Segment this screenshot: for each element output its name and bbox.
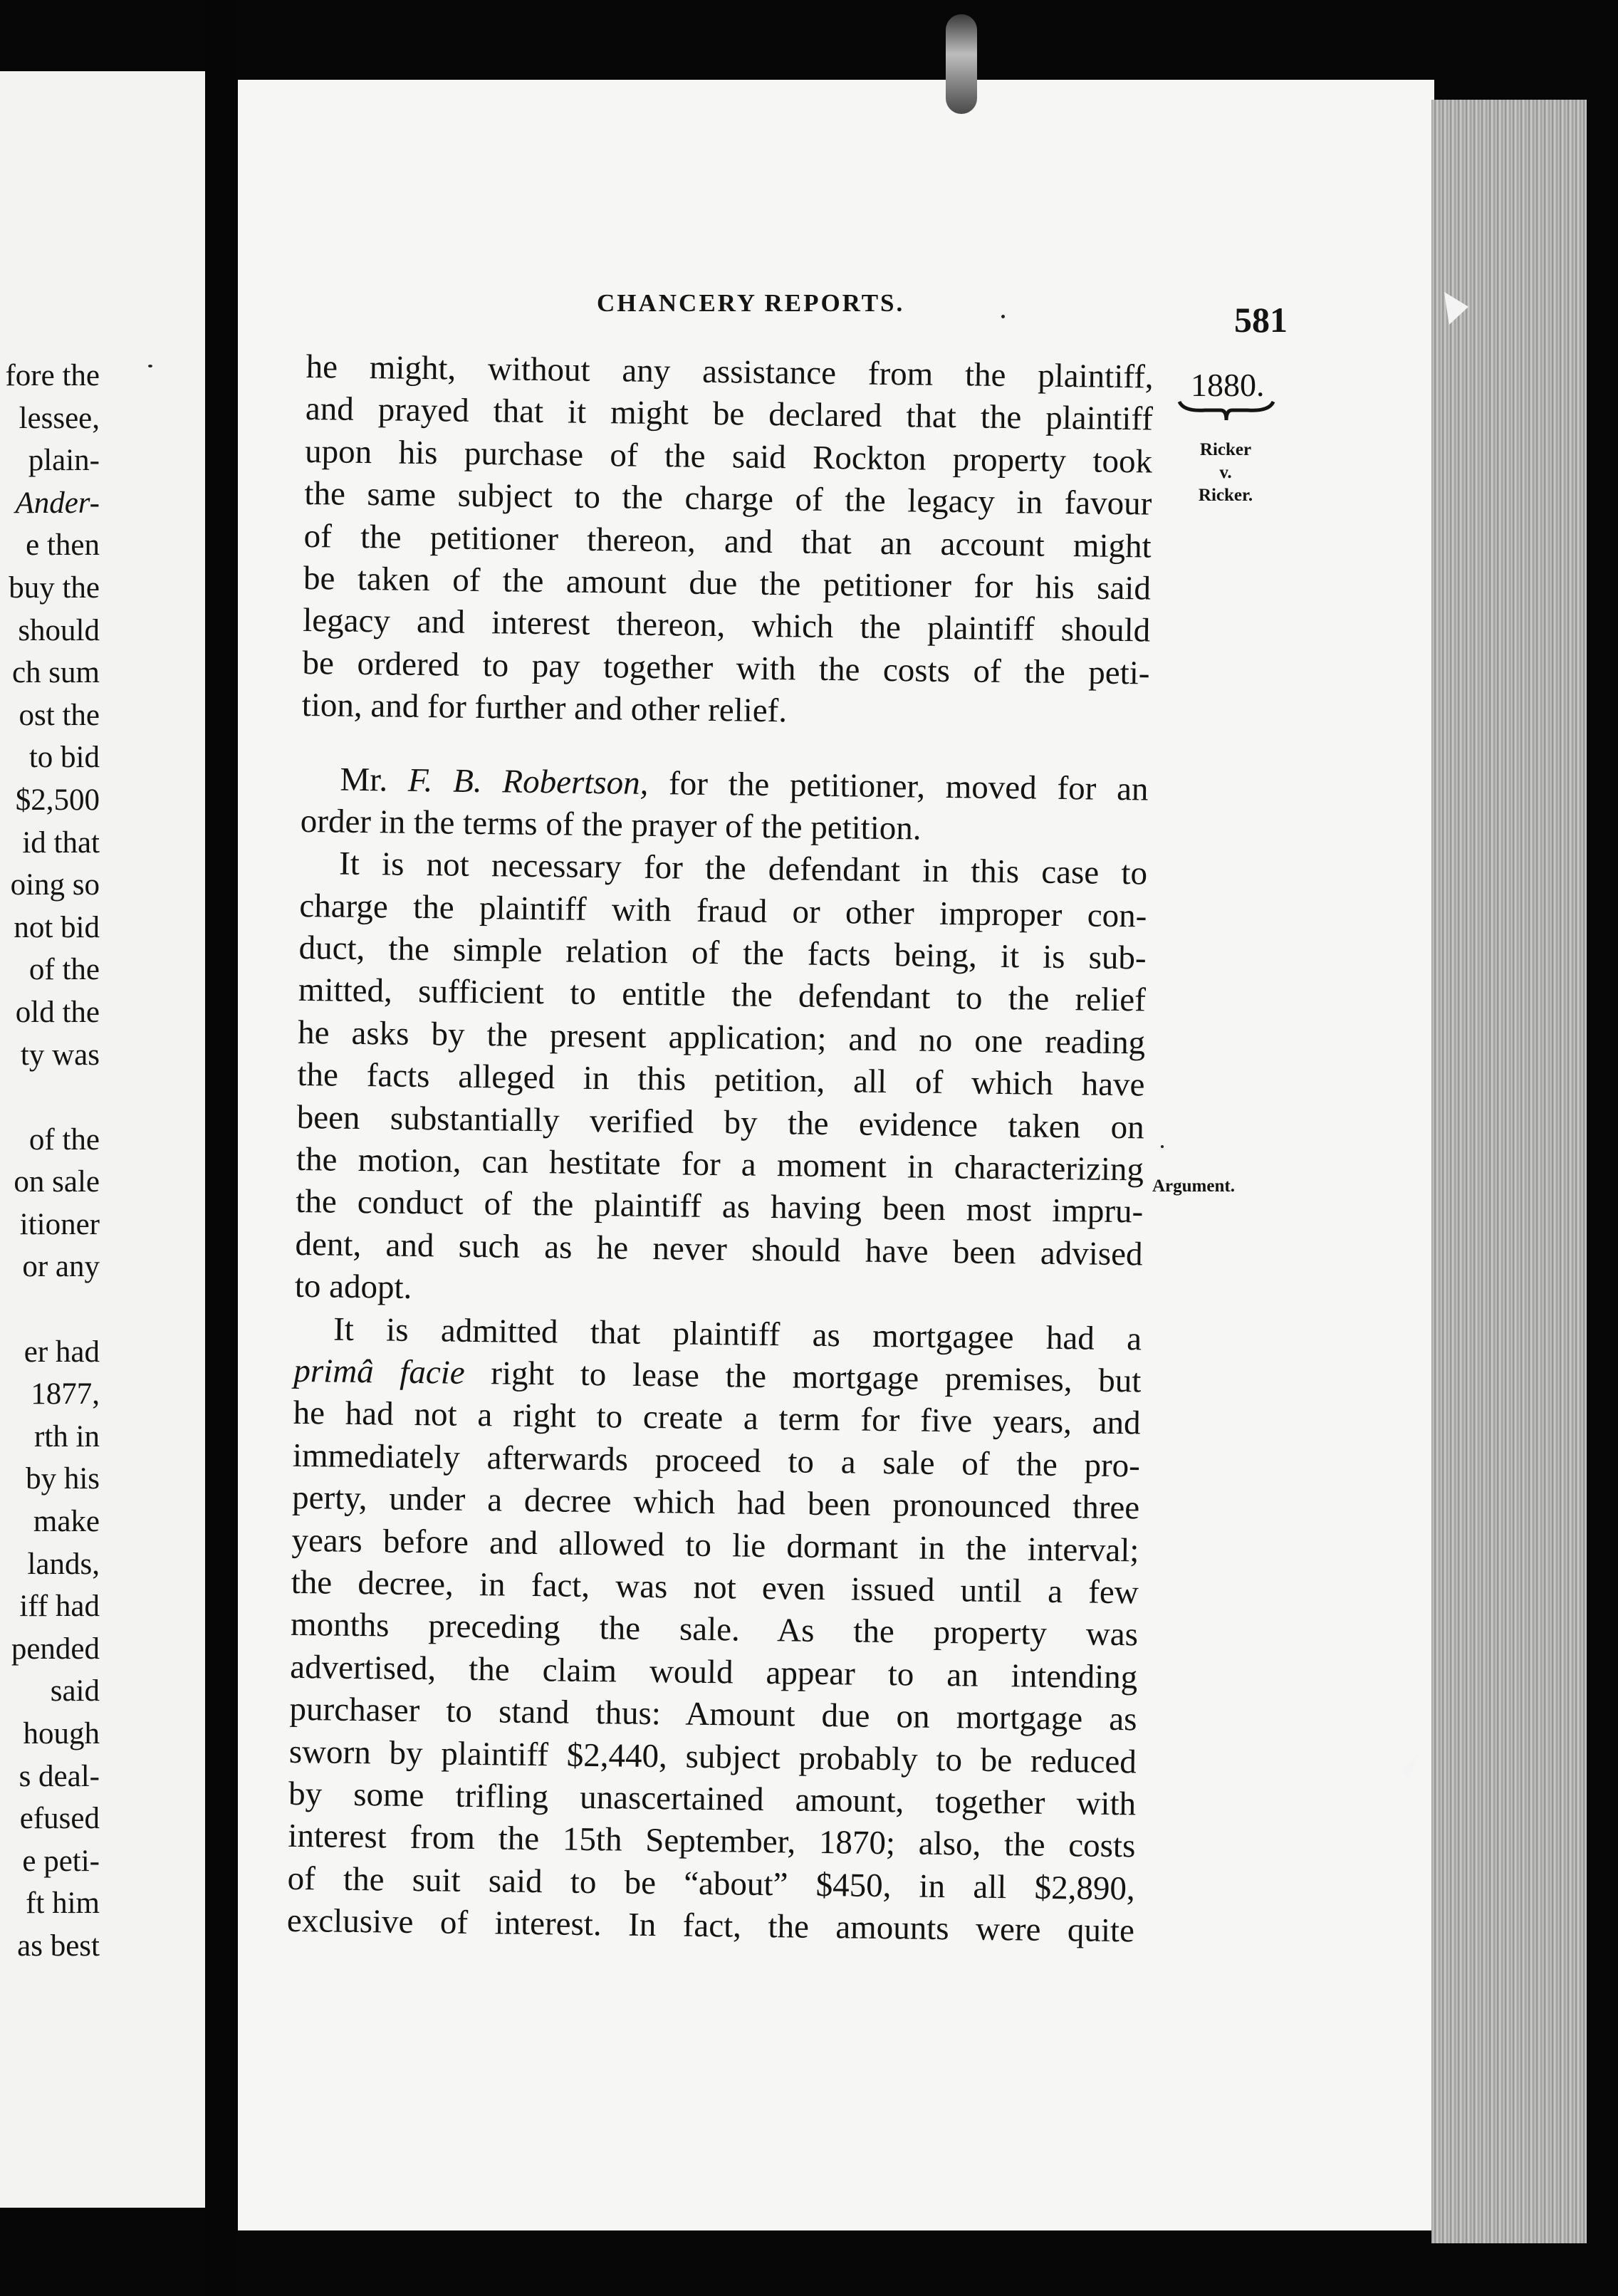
text-line: perty, under a decree which had been pronounced three bbox=[291, 1479, 1140, 1527]
left-page-line: lessee, bbox=[19, 401, 100, 435]
text-line: order in the terms of the prayer of the petition. bbox=[300, 802, 922, 847]
left-page-line: s deal- bbox=[19, 1759, 100, 1793]
scan-glare bbox=[946, 14, 977, 114]
text-line: years before and allowed to lie dormant in the interval; bbox=[291, 1521, 1139, 1569]
scan-speck bbox=[148, 365, 152, 367]
left-page-line: $2,500 bbox=[15, 783, 100, 817]
left-facing-page bbox=[0, 71, 205, 2208]
left-page-line: Ander- bbox=[15, 486, 100, 520]
paragraph bbox=[300, 758, 1148, 852]
left-page-line: oing so bbox=[10, 868, 100, 902]
counsel-name: F. B. Robertson, bbox=[407, 761, 649, 802]
left-page-line: should bbox=[18, 613, 100, 647]
left-page-line: or any bbox=[22, 1250, 100, 1284]
text-line: of the petitioner thereon, and that an account might bbox=[303, 517, 1152, 565]
text-line: be ordered to pay together with the costs of the peti- bbox=[302, 644, 1150, 692]
book-gutter bbox=[205, 0, 238, 2296]
text-line: purchaser to stand thus: Amount due on mortgage as bbox=[289, 1690, 1137, 1738]
paragraph bbox=[301, 346, 1153, 737]
case-name-versus: v. bbox=[1219, 463, 1232, 482]
text-line: exclusive of interest. In fact, the amounts were quite bbox=[286, 1901, 1135, 1950]
text-line: advertised, the claim would appear to an intending bbox=[290, 1648, 1138, 1696]
left-page-line: fore the bbox=[5, 359, 100, 392]
left-page-line: itioner bbox=[19, 1207, 100, 1241]
text-line: months preceding the sale. As the property was bbox=[290, 1606, 1139, 1654]
left-page-line: ty was bbox=[20, 1038, 100, 1072]
text-line: he asks by the present application; and no one reading bbox=[297, 1013, 1146, 1062]
counsel-prefix: Mr. bbox=[340, 761, 409, 799]
text-line: the conduct of the plaintiff as having been most impru- bbox=[296, 1183, 1144, 1231]
left-page-line: said bbox=[50, 1674, 100, 1708]
left-page-line: on sale bbox=[14, 1165, 100, 1199]
text-line: interest from the 15th September, 1870; also, the costs bbox=[288, 1817, 1136, 1865]
text-line: It is not necessary for the defendant in this case to bbox=[338, 845, 1148, 892]
text-line: duct, the simple relation of the facts being, it is sub- bbox=[298, 929, 1147, 977]
text-line: to adopt. bbox=[294, 1268, 412, 1307]
brace-icon bbox=[1176, 396, 1276, 424]
left-page-line: to bid bbox=[28, 741, 100, 775]
left-page-line: pended bbox=[11, 1632, 100, 1666]
text-line-rest: right to lease the mortgage premises, but bbox=[464, 1354, 1142, 1400]
text-line: mitted, sufficient to entitle the defendant to the relief bbox=[298, 971, 1147, 1019]
text-line: and prayed that it might be declared that the plaintiff bbox=[305, 390, 1154, 438]
text-line: been substantially verified by the evidence taken on bbox=[296, 1098, 1145, 1147]
text-line: dent, and such as he never should have been advised bbox=[295, 1225, 1143, 1273]
text-line: the decree, in fact, was not even issued until a few bbox=[291, 1563, 1139, 1612]
left-page-line bbox=[5, 1076, 100, 1119]
margin-argument-label: Argument. bbox=[1152, 1176, 1235, 1196]
text-line: the facts alleged in this petition, all of which have bbox=[297, 1056, 1145, 1104]
left-page-line: buy the bbox=[9, 570, 100, 605]
left-page-line: iff had bbox=[19, 1590, 100, 1624]
left-page-text bbox=[5, 355, 100, 1968]
page-edges bbox=[1431, 100, 1587, 2243]
latin-phrase: primâ facie bbox=[293, 1352, 466, 1392]
page-body bbox=[287, 346, 1154, 1953]
paragraph bbox=[287, 1308, 1142, 1952]
text-line: the motion, can hestitate for a moment in characterizing bbox=[296, 1140, 1144, 1189]
left-page-line bbox=[5, 1288, 100, 1331]
text-line: the same subject to the charge of the legacy in favour bbox=[304, 475, 1152, 523]
text-line: sworn by plaintiff $2,440, subject probably to be reduced bbox=[288, 1733, 1137, 1780]
left-page-line: old the bbox=[15, 995, 100, 1029]
left-page-line: as best bbox=[17, 1929, 100, 1963]
left-page-line: id that bbox=[22, 825, 100, 860]
running-head: CHANCERY REPORTS. bbox=[597, 289, 905, 317]
left-page-line: rth in bbox=[34, 1419, 100, 1454]
left-page-line: ft him bbox=[26, 1887, 100, 1921]
left-page-line: not bid bbox=[14, 910, 100, 944]
text-line: legacy and interest thereon, which the plaintiff should bbox=[302, 602, 1151, 649]
case-name-plaintiff: Ricker bbox=[1199, 440, 1252, 459]
scan-speck bbox=[1161, 1145, 1164, 1148]
margin-year: 1880. bbox=[1191, 367, 1265, 403]
left-page-line: ch sum bbox=[11, 656, 100, 690]
text-line: tion, and for further and other relief. bbox=[301, 687, 788, 730]
text-line: be taken of the amount due the petitioner for his said bbox=[303, 559, 1152, 607]
left-page-line: 1877, bbox=[31, 1377, 100, 1411]
counsel-rest: for the petitioner, moved for an bbox=[648, 764, 1149, 808]
paragraph bbox=[294, 842, 1147, 1318]
case-name-defendant: Ricker. bbox=[1198, 486, 1253, 505]
text-line: he might, without any assistance from the plaintiff, bbox=[306, 348, 1154, 396]
left-page-line: ost the bbox=[19, 698, 100, 732]
text-line: charge the plaintiff with fraud or other improper con- bbox=[299, 887, 1147, 935]
text-line: by some trifling unascertained amount, together with bbox=[288, 1775, 1137, 1823]
scan-speck bbox=[1001, 315, 1005, 318]
text-line: It is admitted that plaintiff as mortgagee had a bbox=[333, 1310, 1142, 1358]
left-page-line: e then bbox=[26, 528, 100, 563]
text-line: he had not a right to create a term for five years, and bbox=[293, 1394, 1141, 1442]
left-page-line: of the bbox=[28, 953, 100, 987]
left-page-line: er had bbox=[24, 1335, 100, 1369]
left-page-line: hough bbox=[23, 1717, 100, 1750]
left-page-line: lands, bbox=[27, 1547, 100, 1581]
left-page-line: of the bbox=[28, 1122, 100, 1157]
margin-case-name bbox=[1179, 439, 1272, 507]
text-line: of the suit said to be “about” $450, in all $2,890, bbox=[287, 1859, 1135, 1908]
left-page-line: plain- bbox=[28, 444, 100, 478]
left-page-line: by his bbox=[26, 1462, 100, 1496]
left-page-line: make bbox=[33, 1505, 100, 1539]
page-number: 581 bbox=[1234, 300, 1288, 340]
text-line: immediately afterwards proceed to a sale of the pro- bbox=[292, 1436, 1141, 1485]
left-page-line: efused bbox=[19, 1802, 100, 1836]
text-line: upon his purchase of the said Rockton property took bbox=[304, 432, 1153, 481]
left-page-line: e peti- bbox=[22, 1844, 100, 1878]
